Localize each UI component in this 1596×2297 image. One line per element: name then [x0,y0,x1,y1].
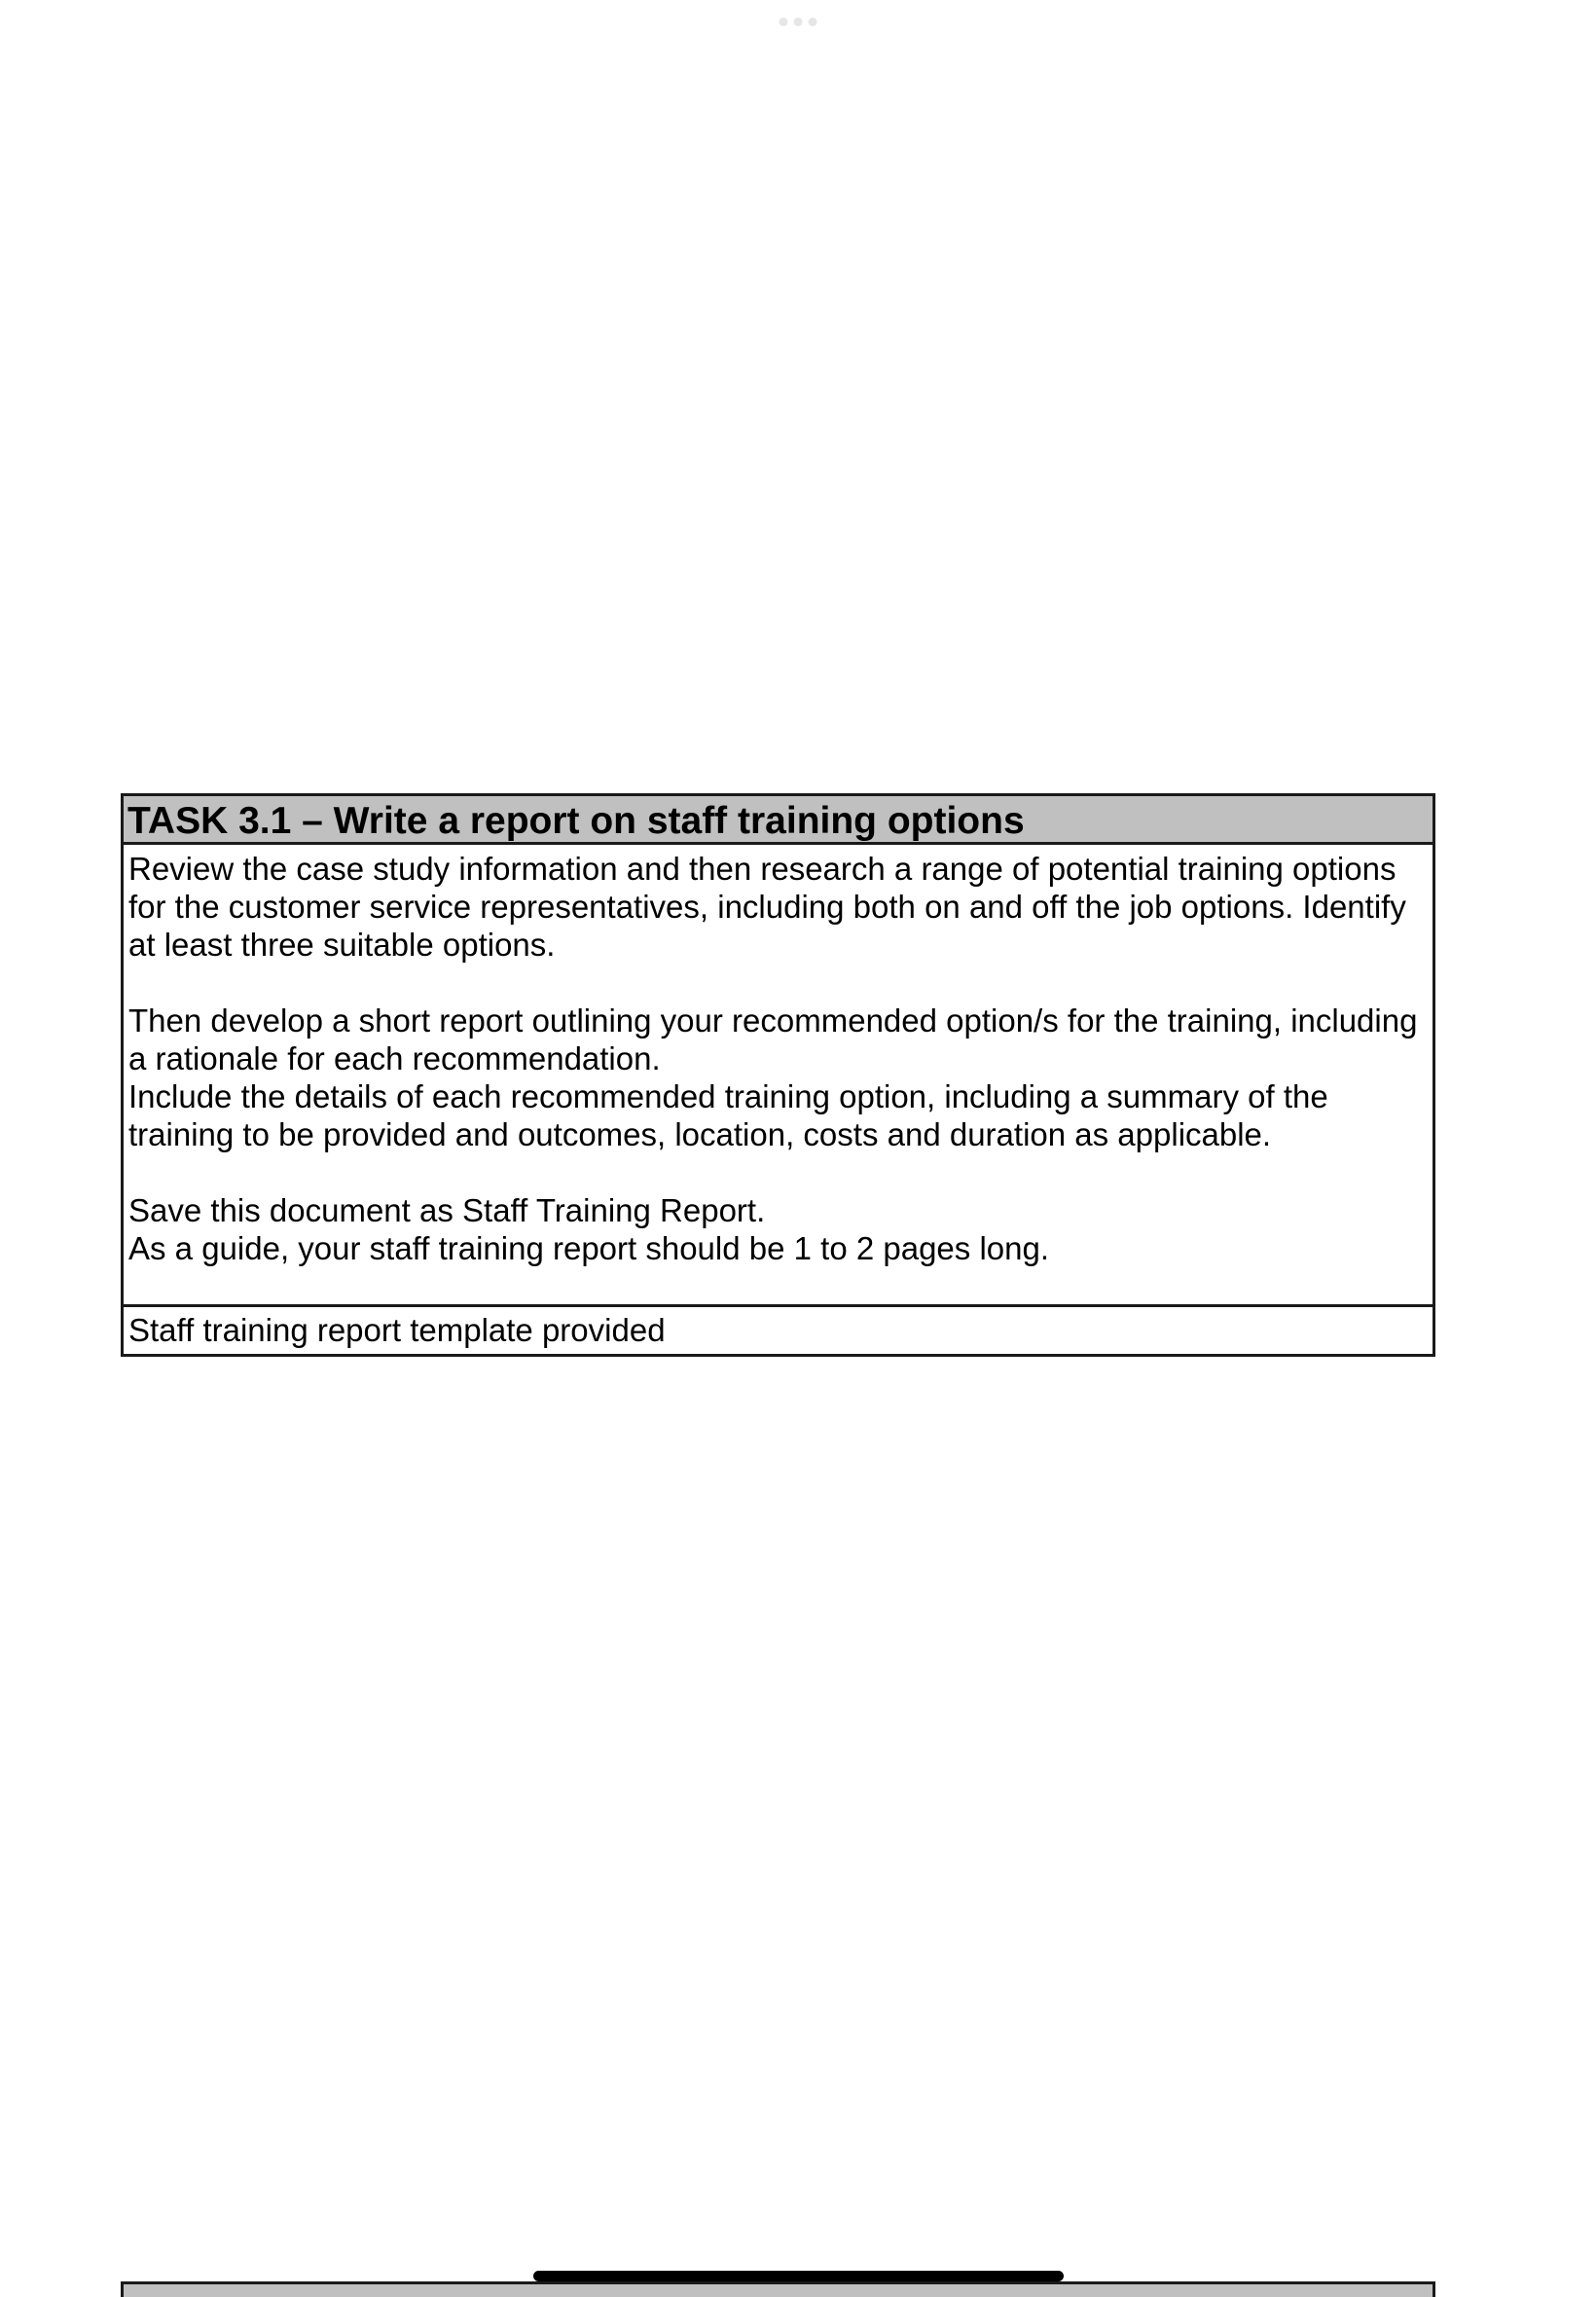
home-indicator[interactable] [533,2271,1064,2281]
window-handle[interactable] [780,18,817,26]
instruction-paragraph: Review the case study information and then research a range of potential training options for the customer service representatives, including both on and off the job options. Identify at least three suitable options. [128,851,1406,963]
instruction-paragraph: Include the details of each recommended training option, including a summary of the training to be provided and outcomes, location, costs and duration as applicable. [128,1078,1328,1152]
instruction-paragraph: Then develop a short report outlining your recommended option/s for the training, including a rationale for each recommendation. [128,1003,1418,1076]
task-resources: Staff training report template provided [124,1304,1433,1354]
task-instructions [124,845,1433,1304]
task-title: TASK 3.1 – Write a report on staff training options [124,796,1433,845]
next-table-header [121,2281,1435,2297]
handle-dot-icon [780,18,788,26]
instruction-paragraph: As a guide, your staff training report should be 1 to 2 pages long. [128,1230,1050,1266]
instruction-paragraph: Save this document as Staff Training Report. [128,1192,766,1228]
task-table [121,793,1435,1357]
handle-dot-icon [809,18,817,26]
handle-dot-icon [794,18,803,26]
